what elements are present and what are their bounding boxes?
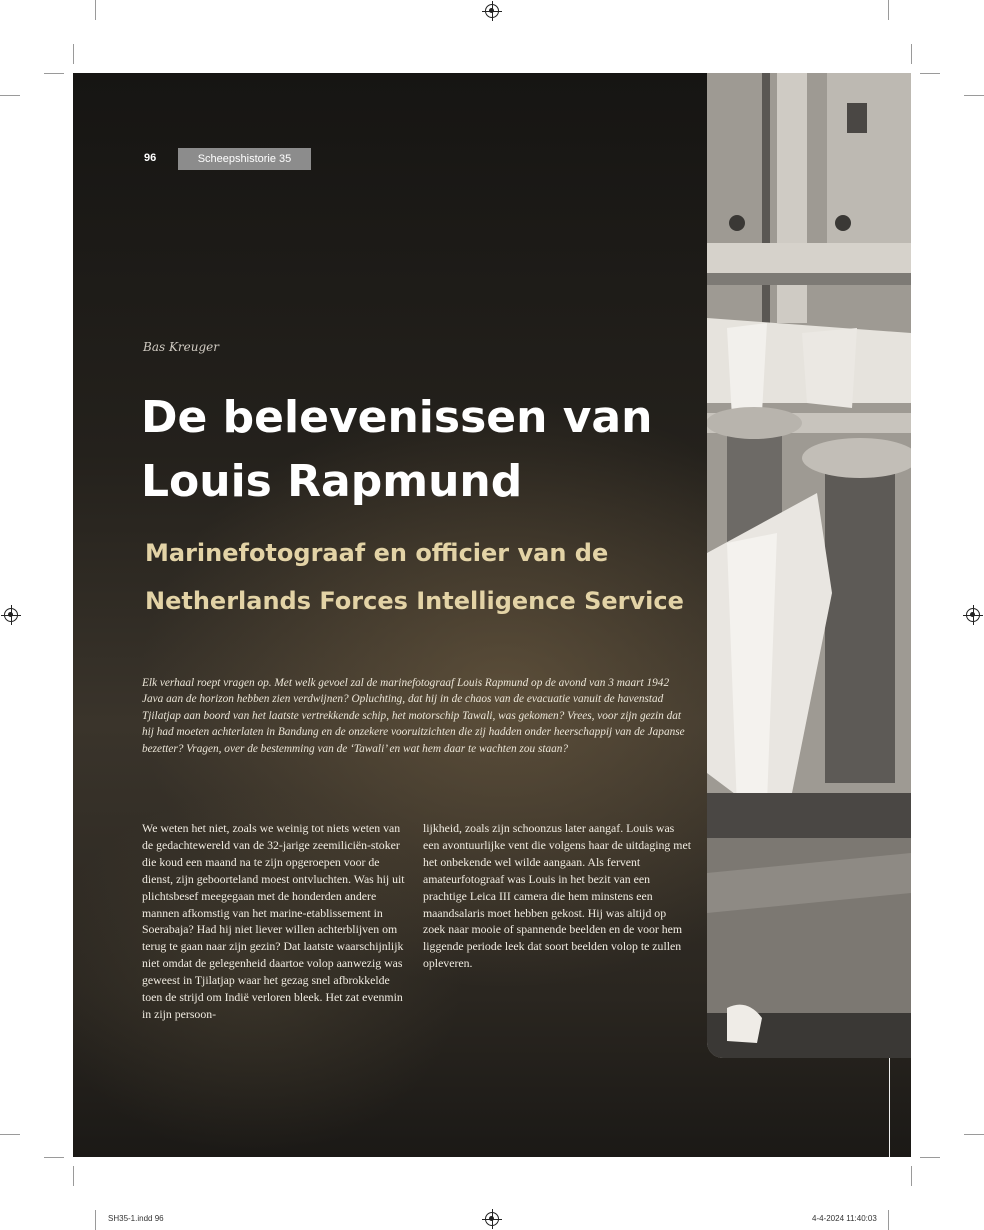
author-name: Bas Kreuger [143,340,219,354]
crop-mark [73,44,74,64]
magazine-page [73,73,911,1157]
crop-mark [964,1134,984,1135]
crop-mark [888,1210,889,1230]
article-title: De belevenissen van Louis Rapmund [141,392,653,507]
slug-timestamp: 4-4-2024 11:40:03 [812,1214,877,1223]
crop-mark [44,1157,64,1158]
crop-mark [0,95,20,96]
registration-mark-icon [485,4,499,18]
crop-mark [0,1134,20,1135]
page-number: 96 [144,152,157,164]
ship-deck-photo [707,73,911,1058]
body-column-2: lijkheid, zoals zijn schoonzus later aangaf. Louis was een avontuurlijke vent die volgens haar de uitdaging met het onbekende wel wilde aangaan. Als fervent amateurfotograaf was Louis in het bezit van een prachtige Leica III camera die hem minstens een maandsalaris moet hebben gekost. Hij was altijd op zoek naar mooie of spannende beelden en de voor hem liggende periode leek dat soort beelden volop te zullen opleveren. [423,821,691,971]
crop-mark [73,1166,74,1186]
magazine-tag: Scheepshistorie 35 [178,148,311,170]
crop-mark [911,1166,912,1186]
crop-mark [95,0,96,20]
body-column-1: We weten het niet, zoals we weinig tot niets weten van de gedachtewereld van de 32-jarige zeemiliciën-stoker die koud een maand na te zijn opgeroepen voor de dienst, zijn geboorteland moest ontvluchten. Was hij uit plichtsbesef meegegaan met de honderden andere mannen afkomstig van het marine-etablissement in Soerabaja? Had hij niet liever willen achterblijven om terug te gaan naar zijn gezin? Dat laatste waarschijnlijk niet omdat de gelegenheid daartoe volop aanwezig was geweest in Tjilatjap waar het gezag snel afbrokkelde toen de strijd om Indië verloren bleek. Het zat evenmin in zijn persoon- [142,821,405,1021]
article-intro: Elk verhaal roept vragen op. Met welk gevoel zal de marinefotograaf Louis Rapmund op de avond van 3 maart 1942 Java aan de horizon hebben zien verdwijnen? Opluchting, dat hij in de chaos van de evacuatie vanuit de havenstad Tjilatjap aan boord van het laatste vertrekkende schip, het motorschip Tawali, was gekomen? Vrees, voor zijn gezin dat hij had moeten achterlaten in Bandung en de onzekere vooruitzichten die zij hadden onder heerschappij van de Japanse bezetter? Vragen, over de bestemming van de ‘Tawali’ en wat hem daar te wachten zou staan? [142,677,685,755]
crop-mark [44,73,64,74]
registration-mark-icon [485,1212,499,1226]
slug-file: SH35-1.indd 96 [108,1214,164,1223]
crop-mark [964,95,984,96]
article-subtitle: Marinefotograaf en officier van de Netherlands Forces Intelligence Service [145,539,684,615]
crop-mark [911,44,912,64]
crop-mark [920,73,940,74]
registration-mark-icon [966,608,980,622]
ship-deck-photo-drawing [707,73,911,1058]
crop-mark [95,1210,96,1230]
crop-mark [920,1157,940,1158]
page-edge-line [889,1058,890,1157]
registration-mark-icon [4,608,18,622]
crop-mark [888,0,889,20]
